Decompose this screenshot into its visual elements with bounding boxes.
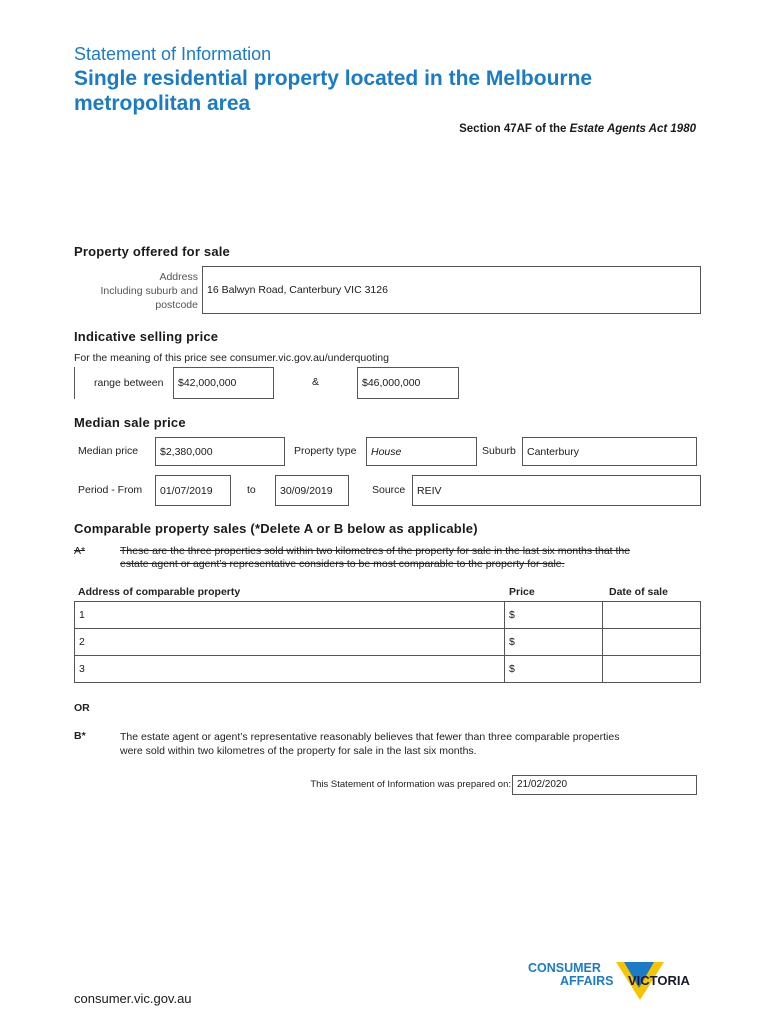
row-price-cell[interactable] [505, 656, 603, 683]
option-b-text-line1: The estate agent or agent’s representative reasonably believes that fewer than three comparable properties [120, 731, 620, 743]
row-date-cell[interactable] [603, 629, 701, 656]
document-title: Single residential property located in the Melbourne metropolitan area [74, 67, 593, 115]
comparable-heading: Comparable property sales (*Delete A or B below as applicable) [74, 521, 478, 536]
suburb-field[interactable] [522, 437, 697, 466]
row-date-cell[interactable] [603, 656, 701, 683]
row-number: 1 [79, 609, 85, 621]
row-address-cell[interactable] [75, 656, 505, 683]
option-b-text [120, 730, 619, 758]
logo-consumer-text: CONSUMER [528, 961, 601, 975]
suburb-label: Suburb [482, 445, 516, 457]
median-heading: Median sale price [74, 415, 186, 430]
address-value: 16 Balwyn Road, Canterbury VIC 3126 [207, 284, 388, 296]
property-type-value: House [371, 446, 402, 458]
suburb-value: Canterbury [527, 446, 579, 458]
address-field[interactable] [202, 266, 701, 314]
median-price-value: $2,380,000 [160, 446, 213, 458]
row-price-cell[interactable] [505, 602, 603, 629]
consumer-affairs-victoria-logo [528, 958, 703, 1008]
price-low-value: $42,000,000 [178, 377, 237, 389]
row-number: 2 [79, 636, 85, 648]
period-to-value: 30/09/2019 [280, 485, 333, 497]
option-b-text-line2: were sold within two kilometres of the property for sale in the last six months. [120, 745, 477, 757]
row-price: $ [509, 663, 515, 675]
option-a-text-line1: These are the three properties sold within two kilometres of the property for sale in the last six months that the [120, 545, 631, 557]
median-price-label: Median price [78, 445, 139, 457]
option-a-text-line2: estate agent or agent’s representative considers to be most comparable to the property for sale. [120, 558, 565, 570]
range-label: range between [94, 377, 164, 389]
prepared-on-value: 21/02/2020 [517, 779, 568, 790]
property-heading: Property offered for sale [74, 244, 230, 259]
price-high-field[interactable] [357, 367, 459, 399]
period-from-value: 01/07/2019 [160, 485, 213, 497]
prepared-on-label: This Statement of Information was prepared on: [310, 779, 511, 790]
logo-affairs-text: AFFAIRS [560, 974, 614, 988]
table-row [75, 656, 701, 683]
underquoting-note: For the meaning of this price see consumer.vic.gov.au/underquoting [74, 352, 389, 364]
address-label-line2: Including suburb and [100, 285, 198, 297]
act-reference [459, 123, 696, 135]
document-eyebrow: Statement of Information [74, 44, 272, 64]
range-divider [74, 367, 75, 399]
address-label-line3: postcode [155, 299, 198, 311]
median-price-field[interactable] [155, 437, 285, 466]
range-ampersand: & [312, 376, 320, 388]
price-low-field[interactable] [173, 367, 274, 399]
table-row [75, 602, 701, 629]
period-from-label: Period - From [78, 484, 143, 496]
option-a-marker: A* [74, 545, 86, 557]
logo-victoria-text: VICTORIA [628, 973, 690, 988]
act-name: Estate Agents Act 1980 [569, 123, 696, 135]
col-address-header: Address of comparable property [78, 586, 241, 598]
option-a-text [120, 545, 630, 571]
col-date-header: Date of sale [609, 586, 668, 598]
act-reference-prefix: Section 47AF of the [459, 123, 570, 135]
period-to-field[interactable] [275, 475, 349, 506]
price-high-value: $46,000,000 [362, 377, 421, 389]
col-price-header: Price [509, 586, 535, 598]
row-price-cell[interactable] [505, 629, 603, 656]
option-b-marker: B* [74, 730, 86, 742]
row-price: $ [509, 636, 515, 648]
row-address-cell[interactable] [75, 629, 505, 656]
indicative-heading: Indicative selling price [74, 329, 219, 344]
source-value: REIV [417, 485, 442, 497]
row-number: 3 [79, 663, 85, 675]
source-label: Source [372, 484, 406, 496]
property-type-field[interactable] [366, 437, 477, 466]
row-address-cell[interactable] [75, 602, 505, 629]
row-date-cell[interactable] [603, 602, 701, 629]
address-label [101, 270, 199, 312]
footer-url[interactable]: consumer.vic.gov.au [74, 991, 192, 1006]
comparable-table [74, 601, 701, 683]
period-from-field[interactable] [155, 475, 231, 506]
address-label-line1: Address [159, 271, 198, 283]
table-row [75, 629, 701, 656]
source-field[interactable] [412, 475, 701, 506]
prepared-on-field[interactable] [512, 775, 697, 795]
period-to-label: to [247, 484, 256, 496]
or-separator: OR [74, 702, 90, 714]
row-price: $ [509, 609, 515, 621]
property-type-label: Property type [294, 445, 357, 457]
